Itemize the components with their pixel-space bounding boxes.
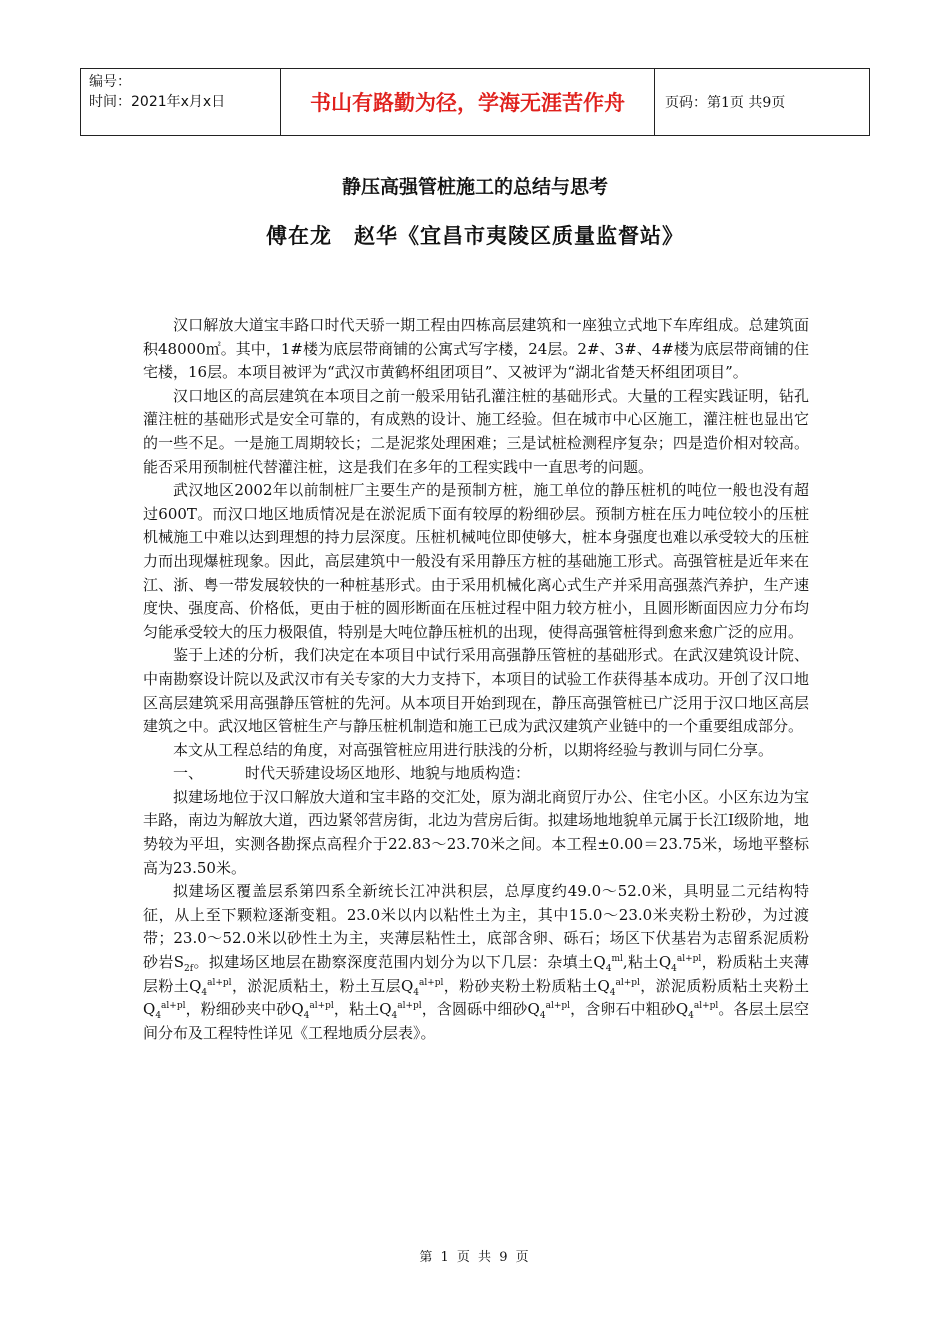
paragraph: 武汉地区2002年以前制桩厂主要生产的是预制方桩，施工单位的静压桩机的吨位一般也没有超过600T。而汉口地区地质情况是在淤泥质下面有较厚的粉细砂层。预制方桩在压力吨位较小的压桩机械施工中难以达到理想的持力层深度。压桩机械吨位即使够大，桩本身强度也难以承受较大的压桩力而出现爆桩现象。因此，高层建筑中一般没有采用静压方桩的基础施工形式。高强管桩是近年来在江、浙、粤一带发展较快的一种桩基形式。由于采用机械化离心式生产并采用高强蒸汽养护，生产速度快、强度高、价格低，更由于桩的圆形断面在压桩过程中阻力较方桩小，且圆形断面因应力分布均匀能承受较大的压力极限值，特别是大吨位静压桩机的出现，使得高强管桩得到愈来愈广泛的应用。 xyxy=(143,481,809,641)
header-table xyxy=(80,68,870,136)
motto: 书山有路勤为径，学海无涯苦作舟 xyxy=(281,69,655,135)
date-label: 时间：2021年x月x日 xyxy=(89,94,226,110)
paragraph: 汉口地区的高层建筑在本项目之前一般采用钻孔灌注桩的基础形式。大量的工程实践证明，钻孔灌注桩的基础形式是安全可靠的，有成熟的设计、施工经验。但在城市中心区施工，灌注桩也显出它的一些不足。一是施工周期较长；二是泥浆处理困难；三是试桩检测程序复杂；四是造价相对较高。能否采用预制桩代替灌注桩，这是我们在多年的工程实践中一直思考的问题。 xyxy=(143,386,809,476)
section-heading xyxy=(143,762,809,786)
section-number: 一、 xyxy=(173,764,204,783)
document-body xyxy=(143,314,809,1045)
document-title: 静压高强管桩施工的总结与思考 xyxy=(341,176,608,198)
header-meta xyxy=(81,69,281,135)
page-info: 页码：第1页 共9页 xyxy=(665,95,786,111)
paragraph: 拟建场地位于汉口解放大道和宝丰路的交汇处，原为湖北商贸厅办公、住宅小区。小区东边为宝丰路，南边为解放大道，西边紧邻营房街，北边为营房后街。拟建场地地貌单元属于长江Ⅰ级阶地，地势较为平坦，实测各勘探点高程介于22.83～23.70米之间。本工程±0.00＝23.75米，场地平整标高为23.50米。 xyxy=(143,787,809,877)
paragraph: 鉴于上述的分析，我们决定在本项目中试行采用高强静压管桩的基础形式。在武汉建筑设计院、中南勘察设计院以及武汉市有关专家的大力支持下，本项目的试验工作获得基本成功。开创了汉口地区高层建筑采用高强静压管桩的先河。从本项目开始到现在，静压高强管桩已广泛用于汉口地区高层建筑之中。武汉地区管桩生产与静压桩机制造和施工已成为武汉建筑产业链中的一个重要组成部分。 xyxy=(143,646,809,736)
paragraph: 本文从工程总结的角度，对高强管桩应用进行肤浅的分析，以期将经验与教训与同仁分享。 xyxy=(173,740,774,759)
paragraph: 拟建场区覆盖层系第四系全新统长江冲洪积层，总厚度约49.0～52.0米，具明显二元结构特征，从上至下颗粒逐渐变粗。23.0米以内以粘性土为主，其中15.0～23.0米夹粉土粉砂，为过渡带；23.0～52.0米以砂性土为主，夹薄层粘性土，底部含卵、砾石；场区下伏基岩为志留系泥质粉砂岩$S_{2f}$。拟建场区地层在勘察深度范围内划分为以下几层：杂填土$Q_4^{ml}$,粘土$Q_4^{al+pl}$，粉质粘土夹薄层粉土$Q_4^{al+pl}$，淤泥质粘土，粉土互层$Q_4^{al+pl}$，粉砂夹粉土粉质粘土$Q_4^{al+pl}$，淤泥质粉质粘土夹粉土$Q_4^{al+pl}$，粉细砂夹中砂$Q_4^{al+pl}$，粘土$Q_4^{al+pl}$，含圆砾中细砂$Q_4^{al+pl}$，含卵石中粗砂$Q_4^{al+pl}$。各层土层空间分布及工程特性详见《工程地质分层表》。 xyxy=(143,882,809,1042)
section-title: 时代天骄建设场区地形、地貌与地质构造： xyxy=(245,764,531,783)
page-footer: 第 1 页 共 9 页 xyxy=(419,1250,531,1265)
document-authors: 傅在龙 赵华《宜昌市夷陵区质量监督站》 xyxy=(266,224,684,248)
paragraph: 汉口解放大道宝丰路口时代天骄一期工程由四栋高层建筑和一座独立式地下车库组成。总建筑面积48000㎡。其中，1#楼为底层带商铺的公寓式写字楼，24层。2#、3#、4#楼为底层带商铺的住宅楼，16层。本项目被评为“武汉市黄鹤杯组团项目”、又被评为“湖北省楚天杯组团项目”。 xyxy=(143,316,809,382)
number-label: 编号： xyxy=(89,74,131,90)
